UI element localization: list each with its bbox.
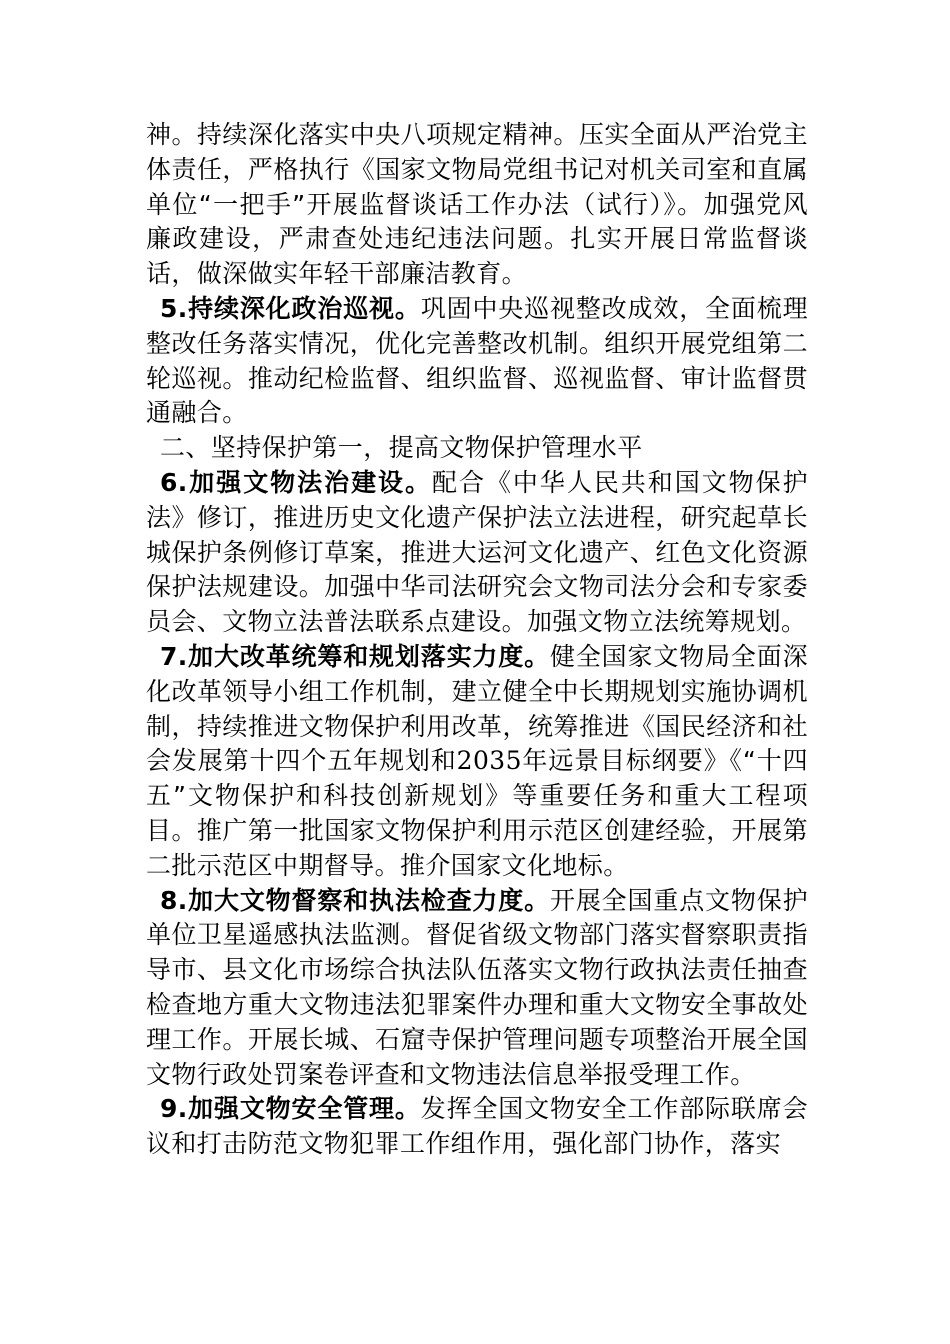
paragraph-item-6 [146,466,808,640]
document-body [146,118,808,1162]
item-heading: 5.持续深化政治巡视。 [160,293,421,323]
year-number: 2035 [456,746,522,776]
item-heading: 6.加强文物法治建设。 [160,467,432,497]
paragraph-text: 神。持续深化落实中央八项规定精神。压实全面从严治党主体责任，严格执行《国家文物局党组书记对机关司室和直属单位“一把手”开展监督谈话工作办法（试行）》。加强党风廉政建设，严肃查处违纪违法问题。扎实开展日常监督谈话，做深做实年轻干部廉洁教育。 [146,120,808,289]
paragraph-item-8 [146,884,808,1093]
paragraph-text: 巩固中央巡视整改成效，全面梳理整改任务落实情况，优化完善整改机制。组织开展党组第二轮巡视。推动纪检监督、组织监督、巡视监督、审计监督贯通融合。 [146,293,808,428]
paragraph-item-7 [146,640,808,884]
paragraph-text: 健全国家文物局全面深化改革领导小组工作机制，建立健全中长期规划实施协调机制，持续推进文物保护利用改革，统筹推进《国民经济和社会发展第十四个五年规划和 [146,641,808,776]
paragraph-text: 年远景目标纲要》《“十四五”文物保护和科技创新规划》等重要任务和重大工程项目。推广第一批国家文物保护利用示范区创建经验，开展第二批示范区中期督导。推介国家文化地标。 [146,746,808,880]
section-heading-text: 二、坚持保护第一，提高文物保护管理水平 [160,433,643,463]
section-heading [146,431,808,466]
item-heading: 8.加大文物督察和执法检查力度。 [160,885,550,915]
paragraph-item-9 [146,1092,808,1162]
paragraph-item-5 [146,292,808,431]
item-heading: 7.加大改革统筹和规划落实力度。 [160,641,550,671]
paragraph-text: 开展全国重点文物保护单位卫星遥感执法监测。督促省级文物部门落实督察职责指导市、县文化市场综合执法队伍落实文物行政执法责任抽查检查地方重大文物违法犯罪案件办理和重大文物安全事故处理工作。开展长城、石窟寺保护管理问题专项整治开展全国文物行政处罚案卷评查和文物违法信息举报受理工作。 [146,885,808,1089]
paragraph-continuation [146,118,808,292]
paragraph-text: 配合《中华人民共和国文物保护法》修订，推进历史文化遗产保护法立法进程，研究起草长城保护条例修订草案，推进大运河文化遗产、红色文化资源保护法规建设。加强中华司法研究会文物司法分会和专家委员会、文物立法普法联系点建设。加强文物立法统筹规划。 [146,467,809,637]
paragraph-text: 发挥全国文物安全工作部际联席会议和打击防范文物犯罪工作组作用，强化部门协作，落实 [146,1094,808,1159]
item-heading: 9.加强文物安全管理。 [160,1094,421,1124]
